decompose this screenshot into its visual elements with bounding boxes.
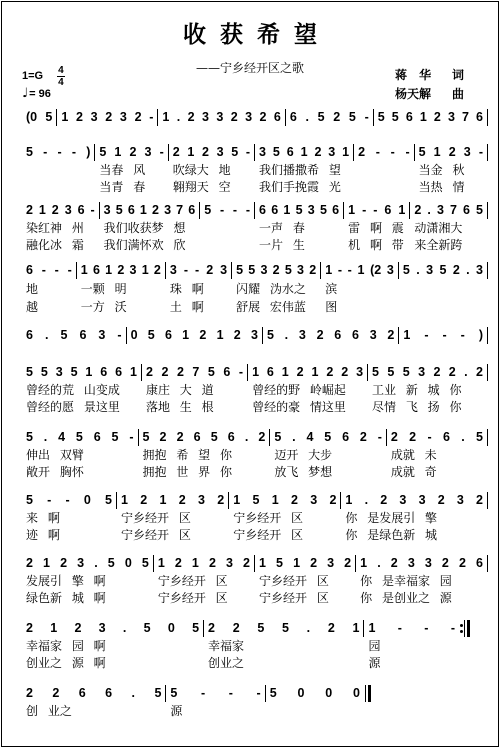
lyric-segment: 机 啊 带 (348, 238, 404, 252)
score-system (22, 685, 375, 719)
score-system (22, 620, 470, 671)
lyric-segment (22, 162, 95, 178)
measure: 2 . 3 7 6 5 (410, 202, 488, 219)
lyric-segment: 迹 啊 (26, 528, 60, 542)
lyric-line (22, 573, 488, 589)
measure: 1 - - 6 1 (344, 202, 410, 219)
lyric-segment: 染红神 州 (26, 221, 84, 235)
lyric-segment: 我们播撒希 望 (259, 163, 341, 177)
measure: 6 . 5 6 3 - (22, 327, 127, 344)
lyric-segment: 一方 沃 (80, 300, 127, 314)
lyric-segment: 动潇湘大 (414, 221, 463, 235)
lyric-line (22, 399, 488, 415)
lyric-line (22, 237, 488, 253)
tempo-marking (22, 87, 51, 101)
lyricist-name: 蒋 华 (395, 68, 432, 82)
lyric-line (22, 179, 488, 195)
lyricist-credit (395, 67, 485, 83)
lyric-segment (22, 179, 95, 195)
lyric-segment: 当春 风 (99, 163, 146, 177)
lyric-segment: 曾经的野 岭崛起 (252, 383, 346, 397)
lyric-segment: 宁乡经开 区 (157, 591, 228, 605)
lyric-segment: 吹绿大 地 (172, 163, 231, 177)
notes-row (22, 620, 470, 637)
lyric-line (22, 464, 488, 480)
lyric-line (22, 281, 488, 297)
score-system (22, 327, 488, 344)
lyric-line (22, 638, 470, 654)
notes-row (22, 144, 488, 161)
repeat-barline (460, 620, 470, 637)
lyric-segment (200, 237, 255, 253)
lyric-segment: 闪耀 沩水之 (236, 282, 306, 296)
lyric-segment: 源 (170, 704, 183, 718)
thin-bar-line (365, 685, 366, 702)
lyric-segment: 康庄 大 道 (145, 383, 214, 397)
measure: 1 2 3 2 3 2 - (57, 109, 158, 126)
score-system (22, 109, 488, 126)
measure: 2 1 2 3 5 - (169, 144, 255, 161)
measure: 5 5 6 1 2 3 7 6 (374, 109, 488, 126)
measure: 6 . 5 2 5 - (286, 109, 374, 126)
measure: 1 - - 1 (2 3 (321, 262, 399, 279)
lyric-segment: 舒展 宏伟蓝 (236, 300, 306, 314)
measure: 1 . 2 3 3 2 3 2 (341, 492, 488, 509)
measure: 1 . 2 3 3 2 2 6 (356, 555, 488, 572)
lyric-segment: 珠 啊 (169, 282, 204, 296)
lyric-segment: 尽情 飞 扬 你 (372, 400, 462, 414)
lyric-segment: 幸福家 (208, 639, 245, 653)
lyric-segment: 滨 (325, 282, 338, 296)
score-system (22, 202, 488, 253)
measure: 2 2 5 5 . 2 1 (204, 620, 364, 637)
measure: 2 1 2 3 . 5 0 5 (22, 555, 154, 572)
lyric-segment: 图 (325, 300, 338, 314)
lyric-line (22, 447, 488, 463)
lyric-line (22, 655, 470, 671)
lyric-segment: 创 业之 (26, 704, 72, 718)
measure: 1 - - - ) (399, 327, 488, 344)
lyric-segment: 翱翔天 空 (172, 180, 231, 194)
lyric-line (22, 527, 488, 543)
measure: 5 2 2 6 5 6 . 2 (139, 429, 271, 446)
lyric-segment: 来全新跨 (414, 238, 463, 252)
lyric-segment: 一颗 明 (80, 282, 127, 296)
measure: 3 5 6 1 2 3 1 (255, 144, 354, 161)
lyric-segment: 当金 秋 (418, 163, 465, 177)
measure: (0 5 (22, 109, 57, 126)
lyric-segment: 地 (26, 282, 39, 296)
measure: 5 - - - (200, 202, 255, 219)
lyric-segment: 拥抱 世 界 你 (142, 465, 232, 479)
lyric-segment: 一声 春 (259, 221, 305, 235)
lyric-segment: 一片 生 (259, 238, 305, 252)
lyric-segment: 当青 春 (99, 180, 146, 194)
lyric-line (22, 382, 488, 398)
score-system (22, 144, 488, 195)
lyric-segment: 曾经的豪 情这里 (252, 400, 346, 414)
lyric-segment: 迈开 大步 (274, 448, 333, 462)
lyric-segment: 创业之 源 啊 (26, 656, 106, 670)
lyric-segment: 绿色新 城 啊 (26, 591, 106, 605)
lyricist-role: 词 (452, 68, 465, 82)
measure: 3 - - 2 3 (166, 262, 232, 279)
lyric-segment: 我们满怀欢 欣 (103, 238, 186, 252)
lyric-segment: 我们手挽霞 光 (259, 180, 341, 194)
measure: 2 2 6 6 . 5 (22, 685, 166, 702)
measure: 1 2 1 2 3 2 (117, 492, 229, 509)
time-signature-top: 4 (58, 64, 64, 76)
notes-row (22, 492, 488, 509)
score-system (22, 429, 488, 480)
score-system (22, 262, 488, 315)
lyric-segment: 放飞 梦想 (274, 465, 333, 479)
measure: 5 . 3 5 2 . 3 (399, 262, 488, 279)
lyric-segment: 你 是创业之 源 (360, 591, 452, 605)
measure: 5 . 4 5 6 5 - (22, 429, 139, 446)
measure: 5 5 3 5 1 6 6 1 (22, 364, 142, 381)
lyric-segment: 宁乡经开 区 (259, 591, 329, 605)
measure: 5 - - - ) (22, 144, 95, 161)
lyric-segment (399, 281, 488, 297)
lyric-segment: 源 (368, 656, 381, 670)
composer-role: 曲 (452, 87, 465, 101)
composer-credit (395, 86, 485, 102)
measure: 2 1 2 3 . 5 0 5 (22, 620, 204, 637)
measure: 5 0 0 0 (269, 686, 360, 700)
lyric-segment: 伸出 双臂 (26, 448, 84, 462)
measure: 5 . 3 2 6 6 3 2 (263, 327, 399, 344)
measure: 5 1 2 3 - (95, 144, 168, 161)
thick-bar-line (368, 685, 371, 702)
measure: 1 5 1 2 3 2 (229, 492, 341, 509)
measure: 0 5 6 1 2 1 2 3 (127, 327, 263, 344)
lyric-segment: 你 是幸福家 园 (360, 574, 452, 588)
notes-row (22, 202, 488, 219)
lyric-segment: 敞开 胸怀 (26, 465, 84, 479)
notes-row (22, 262, 488, 279)
lyric-segment: 来 啊 (26, 511, 60, 525)
lyric-line (22, 299, 488, 315)
thick-bar-line (467, 620, 470, 637)
measure: 5 5 5 3 2 2 . 2 (368, 364, 488, 381)
lyric-line (22, 703, 375, 719)
composer-name: 杨天解 (395, 87, 432, 101)
lyric-segment: 幸福家 园 啊 (26, 639, 106, 653)
thin-bar-line (464, 620, 465, 637)
score-system (22, 492, 488, 543)
lyric-segment: 曾经的荒 山变成 (26, 383, 120, 397)
lyric-segment (399, 299, 488, 315)
lyric-segment (354, 162, 415, 178)
notes-row (22, 685, 375, 702)
time-signature (57, 66, 65, 87)
score-system (22, 555, 488, 606)
lyric-segment: 宁乡经开 区 (233, 528, 304, 542)
lyric-line (22, 220, 488, 236)
time-signature-bottom: 4 (58, 76, 64, 88)
notes-row (22, 109, 488, 126)
lyric-segment: 发展引 擎 啊 (26, 574, 106, 588)
notes-row (22, 327, 488, 344)
quarter-note-icon: ♩ (22, 86, 29, 101)
lyric-segment (200, 220, 255, 236)
tempo-value: = 96 (29, 88, 51, 100)
measure: 1 6 1 2 1 2 2 3 (248, 364, 368, 381)
measure: 6 - - - (22, 262, 77, 279)
measure: 2 - - - (354, 144, 415, 161)
lyric-segment: 创业之 (208, 656, 245, 670)
lyric-segment: 工业 新 城 你 (372, 383, 462, 397)
measure: 5 1 2 3 - (415, 144, 488, 161)
lyric-segment: 土 啊 (169, 300, 204, 314)
measure: 2 2 2 7 5 6 - (142, 364, 248, 381)
repeat-dot (460, 630, 463, 633)
lyric-segment: 宁乡经开 区 (233, 511, 304, 525)
lyric-line (22, 162, 488, 178)
lyric-line (22, 510, 488, 526)
measure: 3 5 6 1 2 3 7 6 (100, 202, 201, 219)
measure: 1 6 1 2 3 1 2 (77, 262, 166, 279)
measure: 5 - - - (166, 685, 265, 702)
repeat-dot (460, 624, 463, 627)
lyric-segment (354, 179, 415, 195)
measure: 1 5 1 2 3 2 (255, 555, 356, 572)
notes-row (22, 555, 488, 572)
lyric-segment: 拥抱 希 望 你 (142, 448, 232, 462)
key-label: 1=G (22, 70, 44, 82)
lyric-segment: 越 (26, 300, 39, 314)
lyric-segment: 成就 奇 (390, 465, 437, 479)
lyric-line (22, 590, 488, 606)
lyric-segment: 落地 生 根 (145, 400, 214, 414)
lyric-segment: 宁乡经开 区 (121, 528, 191, 542)
measure: 1 - - - (368, 621, 455, 635)
lyric-segment: 你 是绿色新 城 (345, 528, 438, 542)
lyric-segment: 宁乡经开 区 (121, 511, 191, 525)
measure: 5 5 3 2 5 3 2 (232, 262, 321, 279)
key-signature (22, 65, 65, 87)
barline-spacer (365, 703, 375, 719)
measure: 1 2 1 2 3 2 (154, 555, 255, 572)
lyric-segment: 宁乡经开 区 (157, 574, 228, 588)
measure: 5 - - 0 5 (22, 492, 117, 509)
lyric-segment: 宁乡经开 区 (259, 574, 329, 588)
lyric-segment: 你 是发展引 擎 (345, 511, 438, 525)
measure: 6 6 1 5 3 5 6 (255, 202, 344, 219)
notes-row (22, 364, 488, 381)
lyric-segment: 曾经的愿 景这里 (26, 400, 120, 414)
score-system (22, 364, 488, 415)
song-subtitle: ——宁乡经开区之歌 (195, 61, 304, 75)
lyric-segment: 雷 啊 震 (348, 221, 404, 235)
lyric-segment: 园 (368, 639, 381, 653)
lyric-segment: 当热 情 (418, 180, 465, 194)
measure: 2 1 2 3 6 - (22, 202, 100, 219)
lyric-segment: 融化冰 霜 (26, 238, 84, 252)
lyric-segment: 成就 未 (390, 448, 437, 462)
song-title: 收获希望 (183, 22, 331, 48)
barline-spacer (460, 638, 470, 654)
measure: 1 . 2 3 3 2 3 2 6 (158, 109, 285, 126)
lyric-segment (266, 703, 365, 719)
measure: 2 2 - 6 . 5 (387, 429, 488, 446)
barline-spacer (460, 655, 470, 671)
final-barline (365, 685, 375, 702)
measure: 5 . 4 5 6 2 - (270, 429, 387, 446)
lyric-segment: 我们收获梦 想 (103, 221, 186, 235)
notes-row (22, 429, 488, 446)
